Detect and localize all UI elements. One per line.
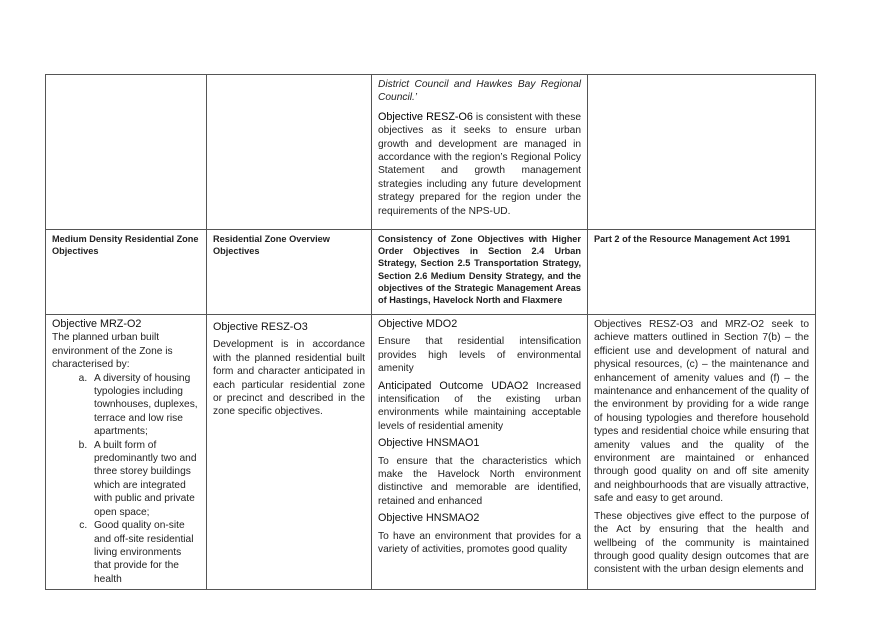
- cell-empty: [207, 75, 372, 230]
- quote-text: District Council and Hawkes Bay Regional Council.’: [378, 79, 581, 104]
- list-item: a. A diversity of housing typologies including townhouses, duplexes, terrace and low rise apartments;: [90, 372, 200, 439]
- cell-resz-o3: [207, 315, 372, 590]
- header-rma-part2: Part 2 of the Resource Management Act 1991: [588, 230, 816, 315]
- cell-empty: [588, 75, 816, 230]
- udao2-text: Increased intensification of the existing urban environments while maintaining acceptable levels of residential amenity: [378, 380, 581, 432]
- list-item: b. A built form of predominantly two and three storey buildings which are integrated with public and private open space;: [90, 439, 200, 519]
- mdo2-title: Objective MDO2: [378, 318, 458, 330]
- udao2-paragraph: [378, 380, 581, 434]
- table-row: [46, 315, 816, 590]
- table-header-row: [46, 230, 816, 315]
- table-row-continuation: [46, 75, 816, 230]
- hnsmao1-text: To ensure that the characteristics which make the Havelock North environment distinctive and memorable are identified, retained and enhanced: [378, 455, 581, 507]
- cell-consistency-continued: [372, 75, 588, 230]
- cell-higher-order: [372, 315, 588, 590]
- mdo2-text: Ensure that residential intensification provides high levels of environmental amenity: [378, 336, 581, 375]
- mrz-o2-intro: The planned urban built environment of the Zone is characterised by:: [52, 332, 173, 371]
- hnsmao1-title: Objective HNSMAO1: [378, 437, 480, 450]
- mrz-o2-title: Objective MRZ-O2: [52, 318, 142, 330]
- resz-o3-title: Objective RESZ-O3: [213, 321, 308, 333]
- udao2-label: Anticipated Outcome UDAO2: [378, 379, 529, 392]
- resz-o6-text: is consistent with these objectives as it seeks to ensure urban growth and development are managed in accordance with the region’s Regional Policy Statement and growth management strategies including any future development strategy prepared for the region under the requirements of the NPS-UD.: [378, 111, 581, 217]
- cell-rma-part2: [588, 315, 816, 590]
- resz-o6-label: Objective RESZ-O6: [378, 110, 473, 123]
- resz-o6-paragraph: [378, 111, 581, 218]
- rma-para-2: These objectives give effect to the purpose of the Act by ensuring that the health and wellbeing of the community is maintained through good quality design outcomes that are consistent with the urban design elements and: [594, 510, 809, 576]
- header-consistency: Consistency of Zone Objectives with Higher Order Objectives in Section 2.4 Urban Strategy, Section 2.5 Transportation Strategy, Section 2.6 Medium Density Strategy, and the objectives of the Strategic Management Areas of Hastings, Havelock North and Flaxmere: [372, 230, 588, 315]
- mrz-o2-list: [52, 372, 200, 587]
- cell-empty: [46, 75, 207, 230]
- rma-para-1: Objectives RESZ-O3 and MRZ-O2 seek to achieve matters outlined in Section 7(b) – the efficient use and development of natural and physical resources, (c) – the maintenance and enhancement of amenity values and (f) – the maintenance and enhancement of the quality of the environment by providing for a wide range of housing typologies and therefore household types and residential choice while ensuring that amenity values and the quality of the environment are maintained or enhanced through good quality on and off site amenity and neighbourhoods that are visually attractive, safe and easy to get around.: [594, 319, 809, 505]
- header-resz-overview: Residential Zone Overview Objectives: [207, 230, 372, 315]
- resz-o3-text: Development is in accordance with the planned residential built form and character anticipated in each particular residential zone or precinct and described in the zone specific objectives.: [213, 339, 365, 418]
- header-mrz-objectives: Medium Density Residential Zone Objectives: [46, 230, 207, 315]
- hnsmao2-text: To have an environment that provides for a variety of activities, promotes good quality: [378, 530, 581, 556]
- list-item: c. Good quality on-site and off-site residential living environments that provide for the health: [90, 519, 200, 586]
- objectives-table: [45, 74, 816, 590]
- cell-mrz-o2: [46, 315, 207, 590]
- hnsmao2-title: Objective HNSMAO2: [378, 512, 480, 525]
